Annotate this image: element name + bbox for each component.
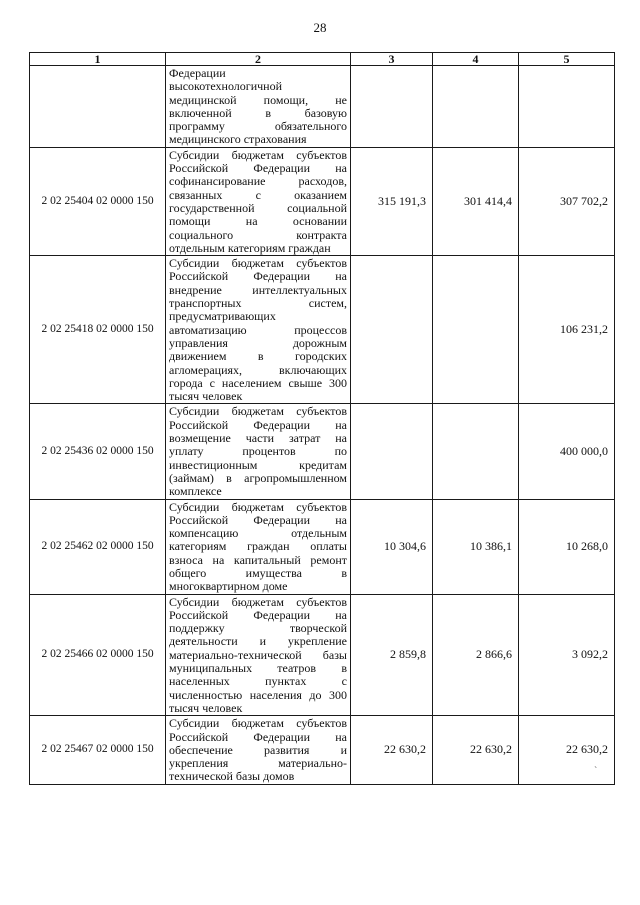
description-line: предусматривающих: [169, 309, 276, 324]
budget-code-cell: 2 02 25436 02 0000 150: [30, 404, 166, 499]
description-line: связанных с оказанием: [169, 187, 347, 202]
description-line: управления дорожным: [169, 335, 347, 350]
table-row: [30, 256, 615, 404]
budget-code-cell: [30, 66, 166, 148]
description-line: города с населением свыше 300: [169, 375, 347, 390]
description-line: медицинского страхования: [169, 132, 307, 147]
budget-code-cell: 2 02 25418 02 0000 150: [30, 256, 166, 404]
description-line: Федерации: [169, 66, 226, 80]
description-line: Субсидии бюджетам субъектов: [169, 594, 347, 609]
description-line: государственной социальной: [169, 200, 347, 215]
page-number: 28: [313, 20, 327, 35]
description-cell: [166, 499, 351, 594]
description-line: материально-технической базы: [169, 647, 347, 662]
description-line: Субсидии бюджетам субъектов: [169, 716, 347, 731]
amount-cell-col3: 22 630,2: [351, 716, 433, 784]
description-line: агломерациях, включающих: [169, 362, 347, 377]
table-row: [30, 594, 615, 716]
amount-cell-col4: [433, 256, 519, 404]
description-line: высокотехнологичной: [169, 79, 283, 94]
description-line: автоматизацию процессов: [169, 322, 347, 337]
amount-cell-col4: [433, 404, 519, 499]
description-line: комплексе: [169, 484, 222, 499]
table-row: [30, 404, 615, 499]
amount-cell-col4: 301 414,4: [433, 147, 519, 255]
budget-table: [29, 52, 615, 785]
description-line: Субсидии бюджетам субъектов: [169, 404, 347, 419]
description-line: обеспечение развития и: [169, 742, 347, 757]
amount-cell-col3: [351, 256, 433, 404]
description-line: Субсидии бюджетам субъектов: [169, 147, 347, 162]
description-line: Российской Федерации на: [169, 161, 347, 176]
description-line: социального контракта: [169, 227, 347, 242]
description-line: муниципальных театров в: [169, 661, 347, 676]
amount-cell-col3: 315 191,3: [351, 147, 433, 255]
description-line: софинансирование расходов,: [169, 174, 347, 189]
table-row: [30, 499, 615, 594]
description-line: Российской Федерации на: [169, 512, 347, 527]
amount-cell-col3: 10 304,6: [351, 499, 433, 594]
description-line: многоквартирном доме: [169, 579, 288, 594]
description-cell: [166, 256, 351, 404]
column-header-3: 3: [351, 53, 433, 66]
amount-cell-col5: 10 268,0: [519, 499, 615, 594]
description-cell: [166, 404, 351, 499]
description-cell: [166, 716, 351, 784]
amount-cell-col5: 3 092,2: [519, 594, 615, 716]
description-line: внедрение интеллектуальных: [169, 282, 347, 297]
description-line: тысяч человек: [169, 389, 243, 404]
description-line: отдельным категориям граждан: [169, 240, 331, 255]
amount-cell-col4: 10 386,1: [433, 499, 519, 594]
table-row: [30, 716, 615, 784]
description-line: взноса на капитальный ремонт: [169, 552, 347, 567]
amount-cell-col5: 106 231,2: [519, 256, 615, 404]
description-line: инвестиционным кредитам: [169, 457, 347, 472]
amount-cell-col4: 2 866,6: [433, 594, 519, 716]
description-line: общего имущества в: [169, 565, 347, 580]
description-line: категориям граждан оплаты: [169, 539, 347, 554]
column-header-4: 4: [433, 53, 519, 66]
table-body: [30, 66, 615, 785]
description-cell: [166, 594, 351, 716]
description-line: тысяч человек: [169, 700, 243, 715]
table-row: [30, 66, 615, 148]
column-header-5: 5: [519, 53, 615, 66]
amount-cell-col5: [519, 66, 615, 148]
description-line: деятельности и укрепление: [169, 634, 347, 649]
column-header-1: 1: [30, 53, 166, 66]
description-line: движением в городских: [169, 349, 347, 364]
budget-code-cell: 2 02 25462 02 0000 150: [30, 499, 166, 594]
description-line: помощи на основании: [169, 214, 347, 229]
description-line: транспортных систем,: [169, 296, 347, 311]
description-line: Субсидии бюджетам субъектов: [169, 499, 347, 514]
description-line: медицинской помощи, не: [169, 92, 347, 107]
amount-cell-col5: 307 702,2: [519, 147, 615, 255]
description-line: поддержку творческой: [169, 621, 347, 636]
description-cell: [166, 66, 351, 148]
description-line: населенных пунктах с: [169, 674, 347, 689]
budget-code-cell: 2 02 25466 02 0000 150: [30, 594, 166, 716]
description-line: укрепления материально-: [169, 756, 347, 771]
description-line: компенсацию отдельным: [169, 526, 347, 541]
budget-code-cell: 2 02 25467 02 0000 150: [30, 716, 166, 784]
description-line: Российской Федерации на: [169, 607, 347, 622]
amount-cell-col3: [351, 66, 433, 148]
description-line: программу обязательного: [169, 119, 347, 134]
amount-cell-col4: 22 630,2: [433, 716, 519, 784]
description-line: возмещение части затрат на: [169, 431, 347, 446]
column-header-2: 2: [166, 53, 351, 66]
description-line: Российской Федерации на: [169, 729, 347, 744]
description-line: уплату процентов по: [169, 444, 347, 459]
amount-cell-col3: [351, 404, 433, 499]
amount-cell-col5: 400 000,0: [519, 404, 615, 499]
budget-code-cell: 2 02 25404 02 0000 150: [30, 147, 166, 255]
amount-cell-col5: 22 630,2: [519, 716, 615, 784]
description-line: Российской Федерации на: [169, 417, 347, 432]
description-line: технической базы домов: [169, 769, 295, 784]
scan-mark: `: [594, 766, 598, 777]
description-line: включенной в базовую: [169, 105, 347, 120]
description-line: Российской Федерации на: [169, 269, 347, 284]
description-line: Субсидии бюджетам субъектов: [169, 256, 347, 271]
table-row: [30, 147, 615, 255]
header-row: [30, 53, 615, 66]
amount-cell-col4: [433, 66, 519, 148]
amount-cell-col3: 2 859,8: [351, 594, 433, 716]
description-line: (займам) в агропромышленном: [169, 470, 347, 485]
description-line: численностью населения до 300: [169, 687, 347, 702]
description-cell: [166, 147, 351, 255]
